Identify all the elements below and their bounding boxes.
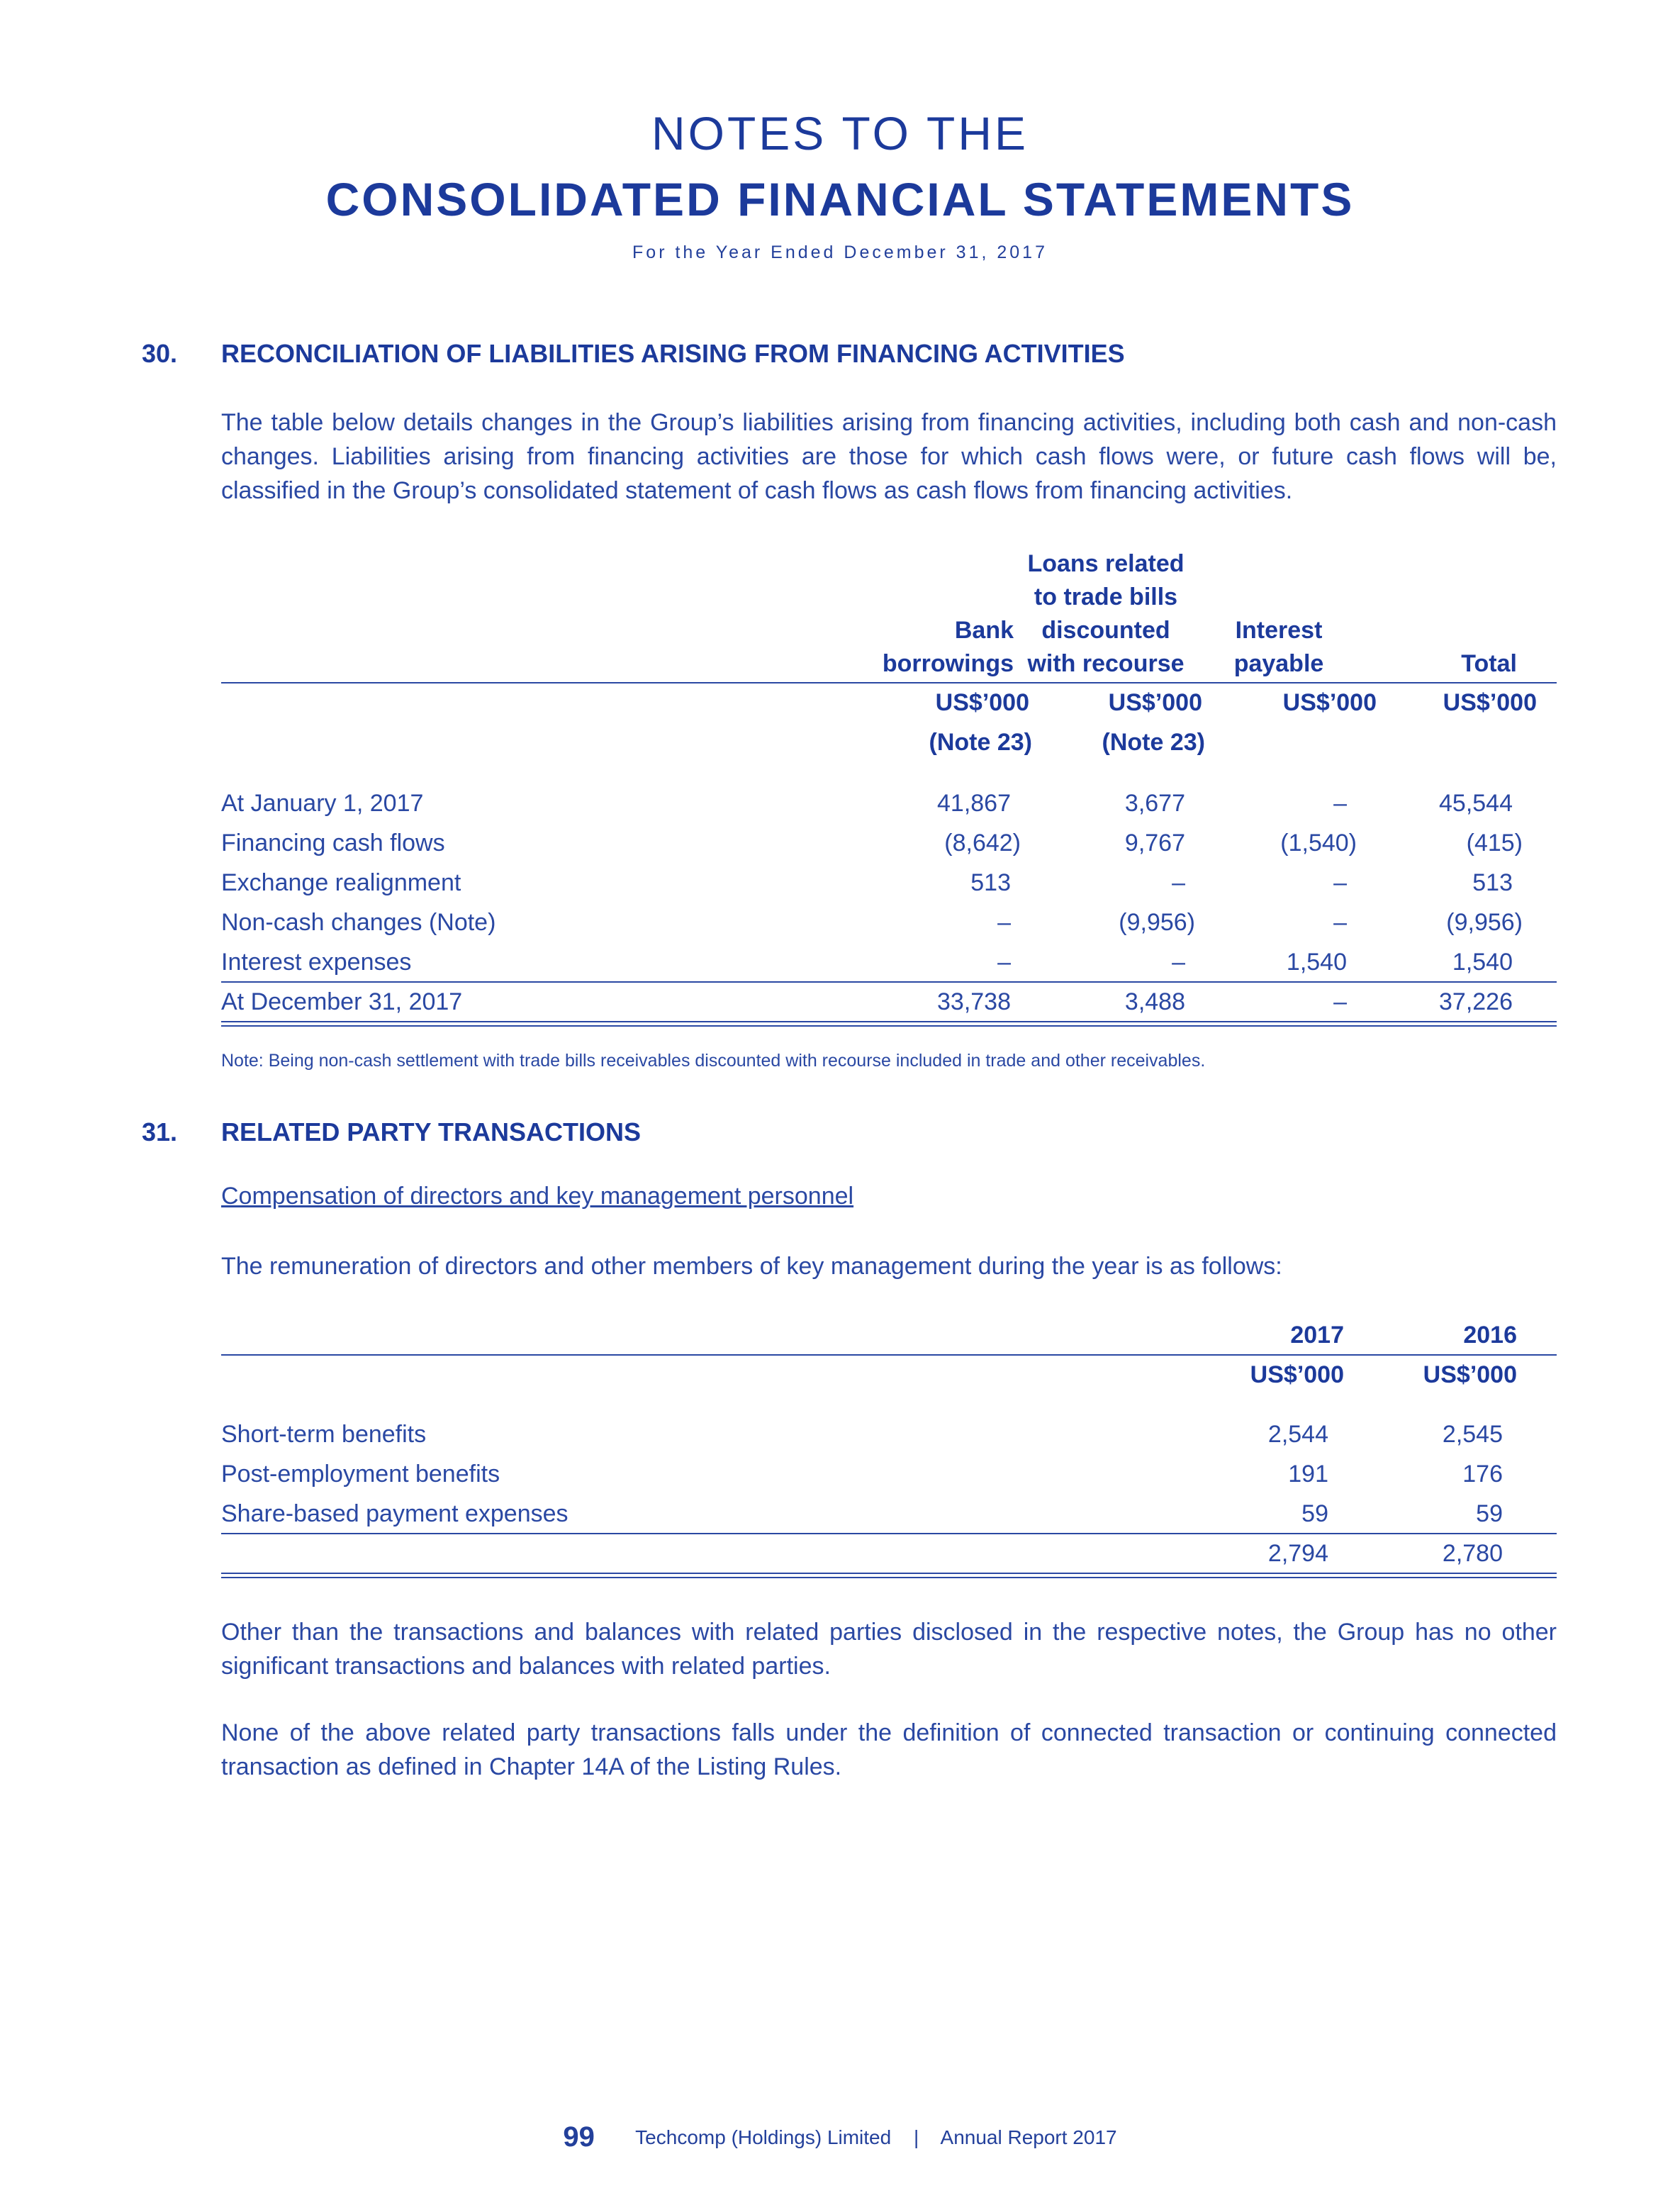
cell-total: (415): [1466, 830, 1523, 856]
cell-total: 37,226: [1439, 988, 1513, 1015]
page-number: 99: [563, 2121, 595, 2153]
cell-2016: 2,545: [1442, 1421, 1503, 1448]
cell-interest: –: [1333, 909, 1347, 936]
footer-company: Techcomp (Holdings) Limited: [635, 2126, 892, 2148]
unit-label: US$’000: [1250, 1361, 1344, 1388]
table-row: [221, 1421, 1557, 1461]
cell-loans: –: [1172, 869, 1185, 896]
section-31-subheading: Compensation of directors and key management personnel: [221, 1183, 854, 1210]
cell-interest: –: [1333, 869, 1347, 896]
col-header-line: with recourse: [1027, 650, 1185, 677]
row-label: At December 31, 2017: [221, 988, 463, 1015]
unit-label: US$’000: [1443, 689, 1537, 716]
col-header-line: borrowings: [882, 650, 1014, 677]
section-31-title: RELATED PARTY TRANSACTIONS: [221, 1117, 642, 1146]
unit-label: US$’000: [1282, 689, 1377, 716]
cell-total: 1,540: [1452, 949, 1513, 976]
total-double-rule: [221, 1021, 1557, 1027]
cell-bank-borrowings: 513: [970, 869, 1011, 896]
cell-2017: 2,544: [1267, 1421, 1328, 1448]
table-row: [221, 830, 1557, 869]
cell-interest: (1,540): [1280, 830, 1357, 856]
reconciliation-table: [221, 546, 1557, 1028]
unit-label: US$’000: [1423, 1361, 1517, 1388]
section-31-number: 31.: [142, 1117, 178, 1146]
col-header-line: Total: [1461, 650, 1517, 677]
col-header-line: Interest: [1235, 617, 1323, 644]
cell-total: 513: [1472, 869, 1513, 896]
cell-2017: 191: [1288, 1461, 1328, 1487]
col-header-line: Bank: [954, 617, 1014, 644]
row-label: At January 1, 2017: [221, 790, 424, 817]
row-label: Non-cash changes (Note): [221, 909, 496, 936]
cell-2016: 59: [1476, 1500, 1503, 1527]
table-row: [221, 869, 1557, 909]
subtotal-rule: [221, 1533, 1557, 1534]
row-label: Financing cash flows: [221, 830, 445, 856]
note-ref: (Note 23): [1102, 729, 1205, 756]
col-header-loans-trade-bills: [1014, 547, 1198, 681]
cell-2016: 176: [1462, 1461, 1503, 1487]
cell-bank-borrowings: (8,642): [944, 830, 1021, 856]
total-double-rule: [221, 1573, 1557, 1578]
page-header-period: For the Year Ended December 31, 2017: [632, 242, 1048, 262]
col-header-line: Loans related: [1027, 550, 1185, 577]
col-header-line: discounted: [1041, 617, 1170, 644]
row-label: Share-based payment expenses: [221, 1500, 569, 1527]
row-label: Exchange realignment: [221, 869, 461, 896]
footer-report: Annual Report 2017: [940, 2126, 1117, 2148]
total-2016: 2,780: [1442, 1540, 1503, 1567]
cell-total: 45,544: [1439, 790, 1513, 817]
cell-total: (9,956): [1446, 909, 1523, 936]
col-header-2017: 2017: [1290, 1322, 1344, 1349]
table-note: Note: Being non-cash settlement with trade bills receivables discounted with recourse included in trade and other receivables.: [221, 1051, 1206, 1071]
cell-loans: 3,677: [1124, 790, 1185, 817]
note-ref: (Note 23): [929, 729, 1032, 756]
table-row: [221, 1461, 1557, 1500]
col-header-line: to trade bills: [1034, 584, 1178, 610]
cell-bank-borrowings: –: [997, 949, 1011, 976]
col-header-total: [1375, 647, 1517, 681]
unit-label: US$’000: [1108, 689, 1202, 716]
section-31-para1: Other than the transactions and balances with related parties disclosed in the respective notes, the Group has no other significant transactions and balances with related parties.: [221, 1619, 1557, 1680]
remuneration-table: [221, 1319, 1557, 1581]
subtotal-rule: [221, 981, 1557, 983]
col-header-line: payable: [1233, 650, 1324, 677]
table-row: [221, 790, 1557, 830]
cell-loans: 3,488: [1124, 988, 1185, 1015]
col-header-2016: 2016: [1463, 1322, 1517, 1349]
cell-bank-borrowings: 33,738: [937, 988, 1011, 1015]
page-header-title: CONSOLIDATED FINANCIAL STATEMENTS: [325, 173, 1355, 225]
section-30-title: RECONCILIATION OF LIABILITIES ARISING FROM FINANCING ACTIVITIES: [221, 339, 1125, 368]
cell-bank-borrowings: –: [997, 909, 1011, 936]
section-30-number: 30.: [142, 339, 178, 368]
total-2017: 2,794: [1267, 1540, 1328, 1567]
header-rule: [221, 1354, 1557, 1356]
section-31-para2: None of the above related party transactions falls under the definition of connected transaction or continuing connected transaction as defined in Chapter 14A of the Listing Rules.: [221, 1719, 1557, 1780]
cell-bank-borrowings: 41,867: [937, 790, 1011, 817]
header-rule: [221, 682, 1557, 683]
section-31-intro: The remuneration of directors and other members of key management during the year is as follows:: [221, 1253, 1282, 1280]
cell-2017: 59: [1301, 1500, 1328, 1527]
table-row: [221, 909, 1557, 949]
cell-interest: –: [1333, 790, 1347, 817]
section-30-intro: The table below details changes in the Group’s liabilities arising from financing activities, including both cash and non-cash changes. Liabilities arising from financing activities are those for which cash flows were, or future cash flows will be, classified in the Group’s consolidated statement of cash flows as cash flows from financing activities.: [221, 409, 1557, 504]
unit-label: US$’000: [935, 689, 1029, 716]
row-label: Interest expenses: [221, 949, 412, 976]
page-header-line1: NOTES TO THE: [651, 107, 1029, 160]
cell-interest: –: [1333, 988, 1347, 1015]
page-footer: [0, 2121, 1680, 2153]
row-label: Post-employment benefits: [221, 1461, 500, 1487]
cell-loans: 9,767: [1124, 830, 1185, 856]
cell-loans: (9,956): [1119, 909, 1195, 936]
col-header-interest-payable: [1208, 614, 1350, 681]
cell-interest: 1,540: [1286, 949, 1347, 976]
footer-separator: |: [914, 2126, 919, 2148]
row-label: Short-term benefits: [221, 1421, 427, 1448]
cell-loans: –: [1172, 949, 1185, 976]
col-header-bank-borrowings: [858, 614, 1014, 681]
